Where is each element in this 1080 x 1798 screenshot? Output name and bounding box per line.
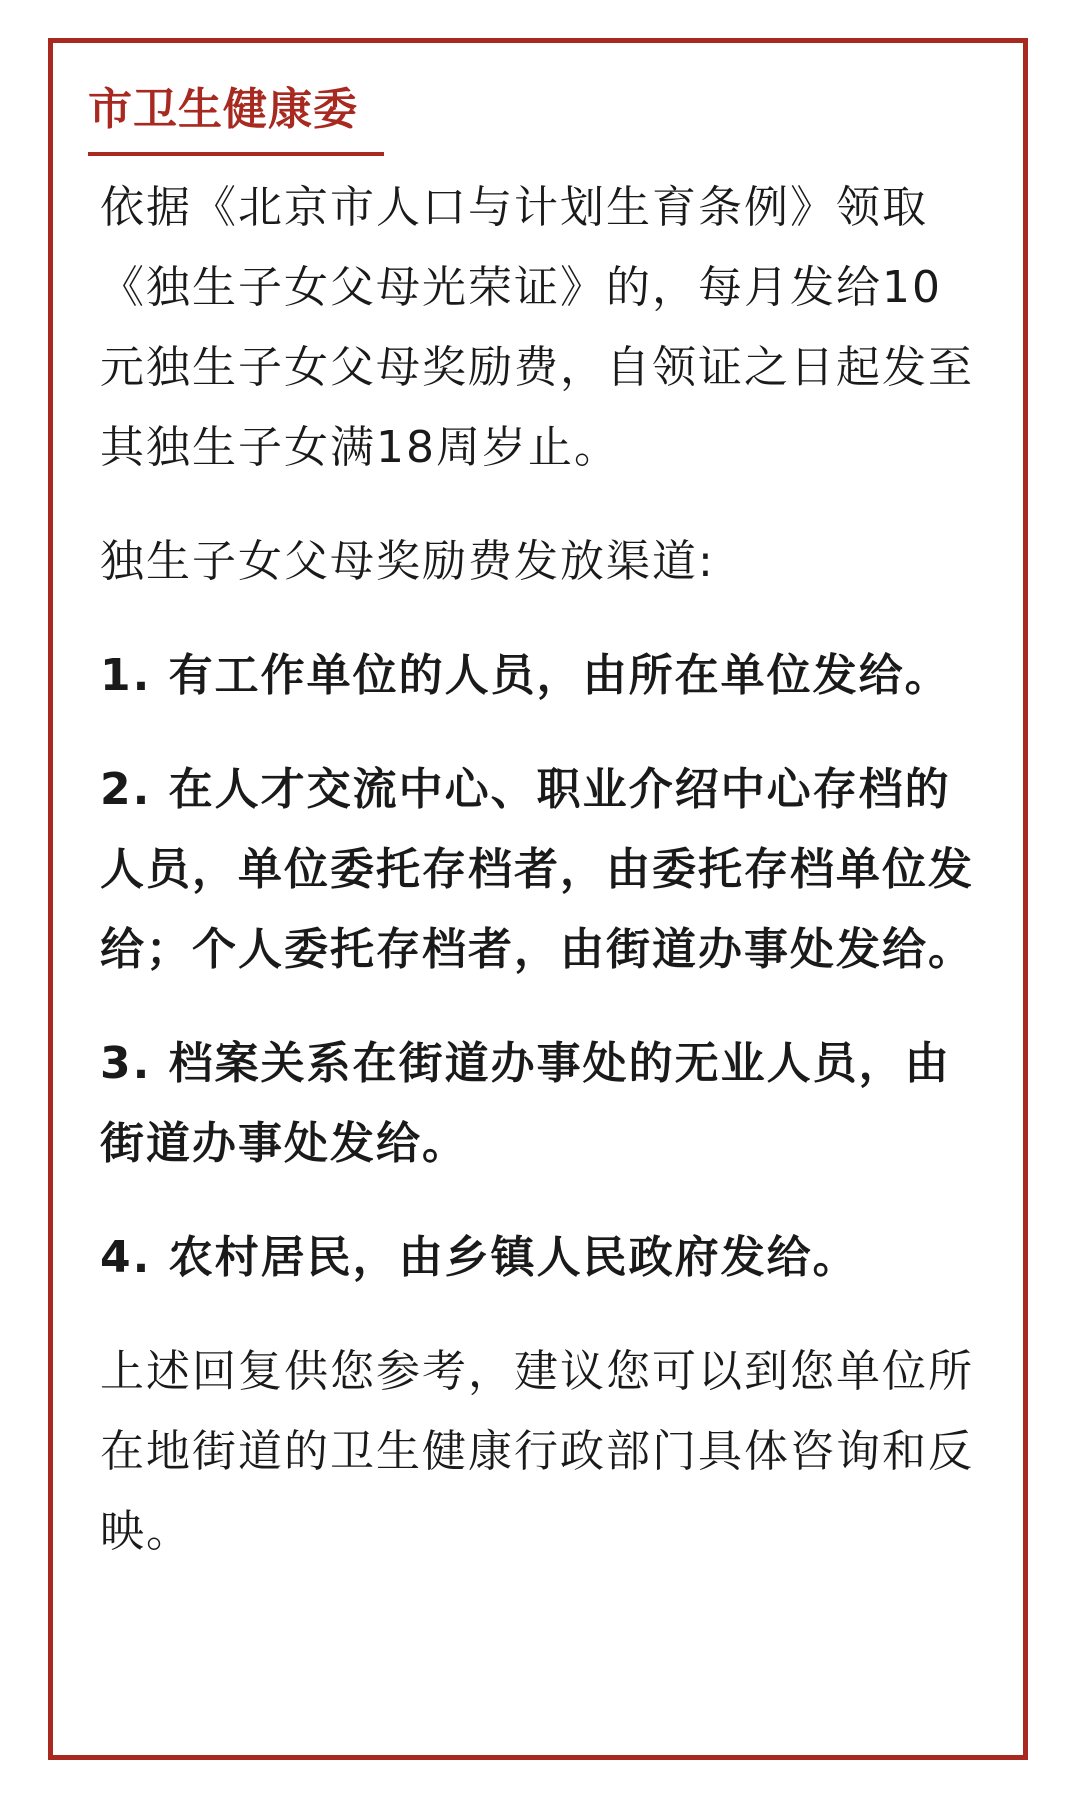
closing-paragraph: 上述回复供您参考，建议您可以到您单位所在地街道的卫生健康行政部门具体咨询和反映。 bbox=[100, 1346, 974, 1557]
channel-item-4: 4. 农村居民，由乡镇人民政府发给。 bbox=[100, 1232, 859, 1283]
intro-paragraph: 依据《北京市人口与计划生育条例》领取《独生子女父母光荣证》的，每月发给10元独生子女父母奖励费，自领证之日起发至其独生子女满18周岁止。 bbox=[100, 182, 974, 473]
channel-item-1: 1. 有工作单位的人员，由所在单位发给。 bbox=[100, 650, 951, 701]
channel-item-2: 2. 在人才交流中心、职业介绍中心存档的人员，单位委托存档者，由委托存档单位发给；个人委托存档者，由街道办事处发给。 bbox=[100, 764, 974, 975]
reply-body bbox=[100, 168, 980, 1606]
channels-heading: 独生子女父母奖励费发放渠道: bbox=[100, 536, 715, 587]
title-underline bbox=[88, 152, 384, 156]
source-title: 市卫生健康委 bbox=[88, 84, 358, 135]
channel-item-3: 3. 档案关系在街道办事处的无业人员，由街道办事处发给。 bbox=[100, 1038, 951, 1169]
source-header bbox=[88, 80, 358, 140]
